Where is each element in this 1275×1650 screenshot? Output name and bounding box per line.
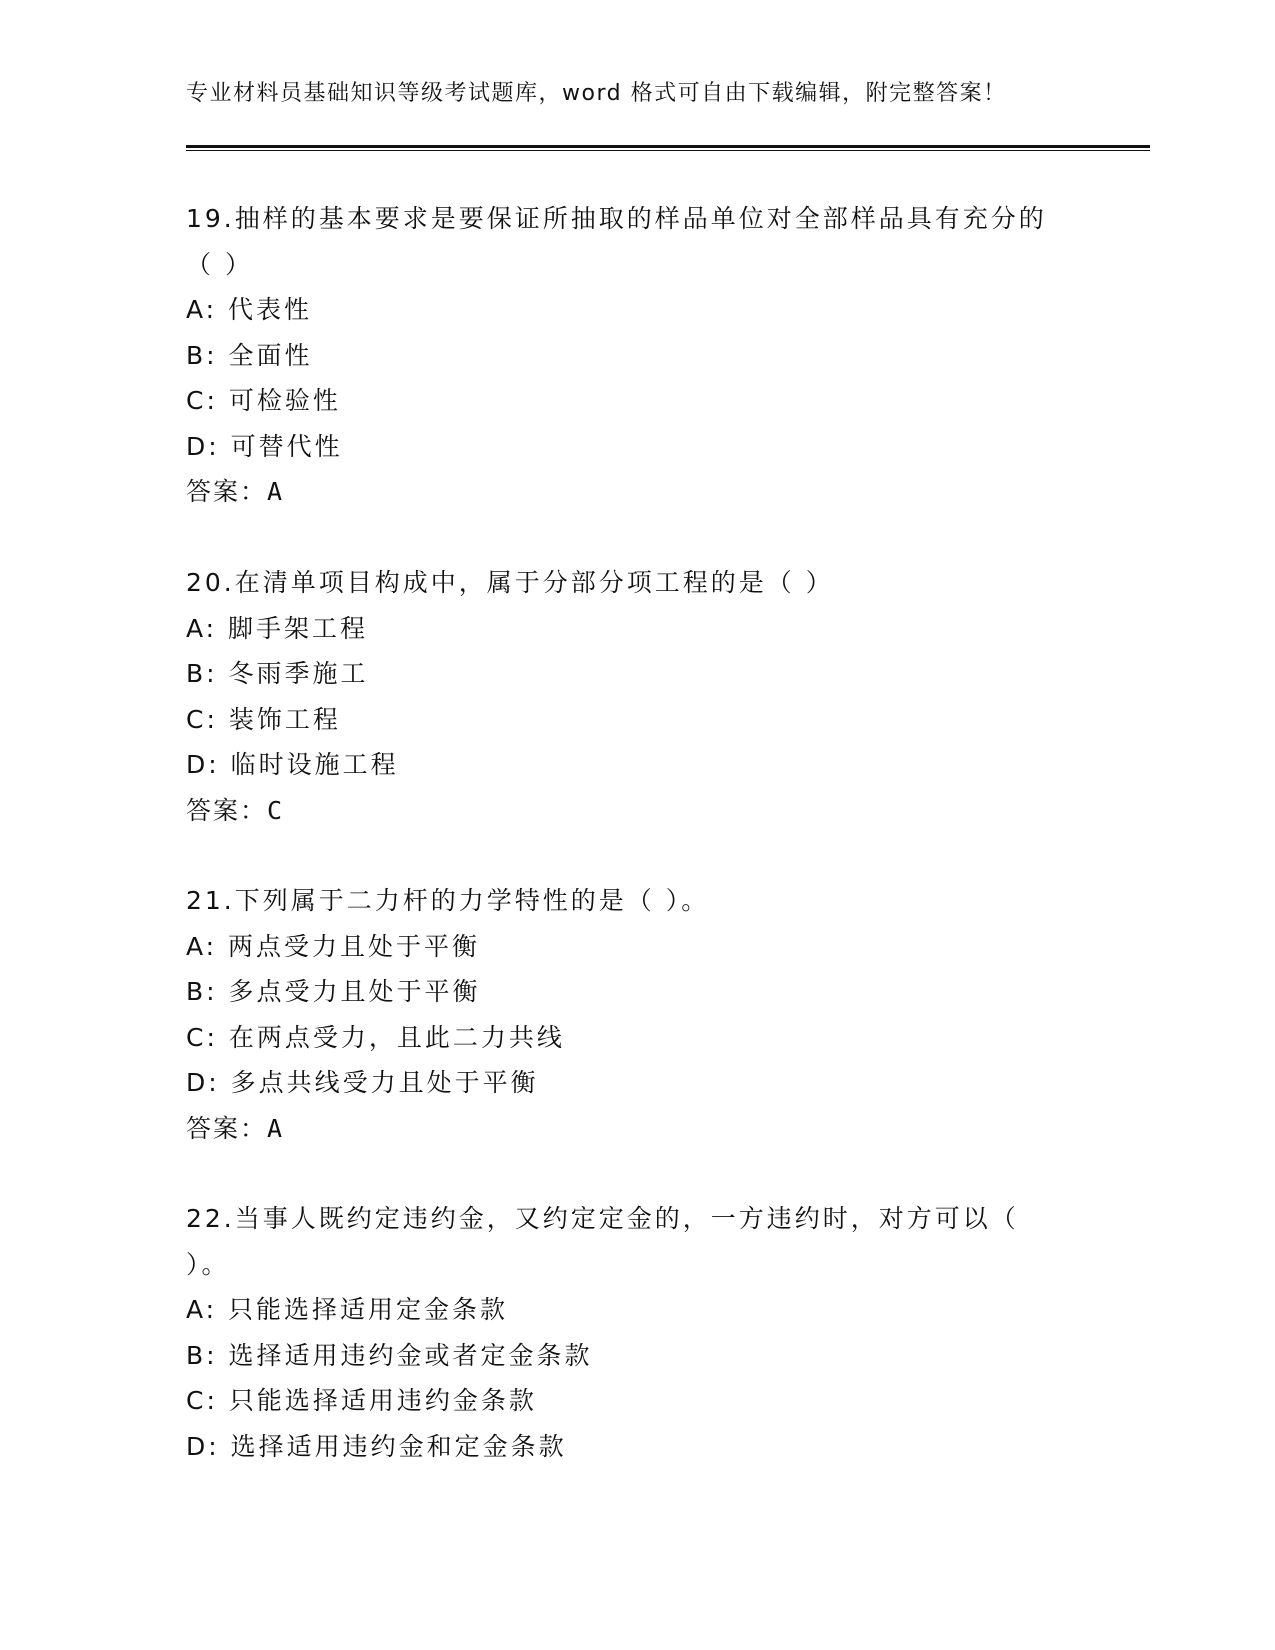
answer-label: 答案： — [186, 795, 268, 825]
question-stem: 20.在清单项目构成中，属于分部分项工程的是（ ） — [186, 568, 834, 597]
question-stem-continued: ）。 — [186, 1249, 230, 1279]
option-a: A: 只能选择适用定金条款 — [186, 1295, 509, 1324]
answer-line — [186, 788, 1086, 834]
option-a: A: 脚手架工程 — [186, 613, 369, 643]
option-c: C: 可检验性 — [186, 386, 341, 415]
answer-line — [186, 469, 1086, 515]
question-19 — [186, 196, 1086, 515]
page-header: 专业材料员基础知识等级考试题库，word 格式可自由下载编辑，附完整答案！ — [186, 81, 1007, 106]
question-21 — [186, 878, 1086, 1151]
header-rule-thin — [186, 150, 1150, 151]
answer-label: 答案： — [186, 1113, 268, 1143]
answer-value: A — [267, 1113, 283, 1143]
answer-line — [186, 1106, 1086, 1152]
question-22 — [186, 1196, 1086, 1469]
question-stem: 22.当事人既约定违约金，又约定定金的，一方违约时，对方可以（ — [186, 1204, 1019, 1233]
answer-value: A — [267, 477, 283, 506]
header-rule-thick — [186, 145, 1150, 148]
answer-label: 答案： — [186, 477, 268, 506]
question-stem: 21.下列属于二力杆的力学特性的是（ ）。 — [186, 886, 710, 915]
option-c: C: 装饰工程 — [186, 704, 341, 734]
option-c: C: 只能选择适用违约金条款 — [186, 1386, 537, 1415]
option-a: A: 代表性 — [186, 295, 313, 324]
answer-value: C — [267, 795, 283, 825]
option-b: B: 多点受力且处于平衡 — [186, 977, 481, 1006]
question-20 — [186, 560, 1086, 833]
option-b: B: 全面性 — [186, 340, 313, 370]
option-b: B: 选择适用违约金或者定金条款 — [186, 1340, 593, 1370]
option-d: D: 临时设施工程 — [186, 750, 399, 779]
question-stem-continued: （ ） — [186, 249, 253, 279]
option-d: D: 可替代性 — [186, 431, 343, 461]
option-a: A: 两点受力且处于平衡 — [186, 931, 481, 961]
option-d: D: 多点共线受力且处于平衡 — [186, 1068, 539, 1097]
question-stem: 19.抽样的基本要求是要保证所抽取的样品单位对全部样品具有充分的 — [186, 204, 1047, 233]
option-b: B: 冬雨季施工 — [186, 659, 369, 688]
option-c: C: 在两点受力，且此二力共线 — [186, 1022, 565, 1052]
option-d: D: 选择适用违约金和定金条款 — [186, 1431, 567, 1461]
